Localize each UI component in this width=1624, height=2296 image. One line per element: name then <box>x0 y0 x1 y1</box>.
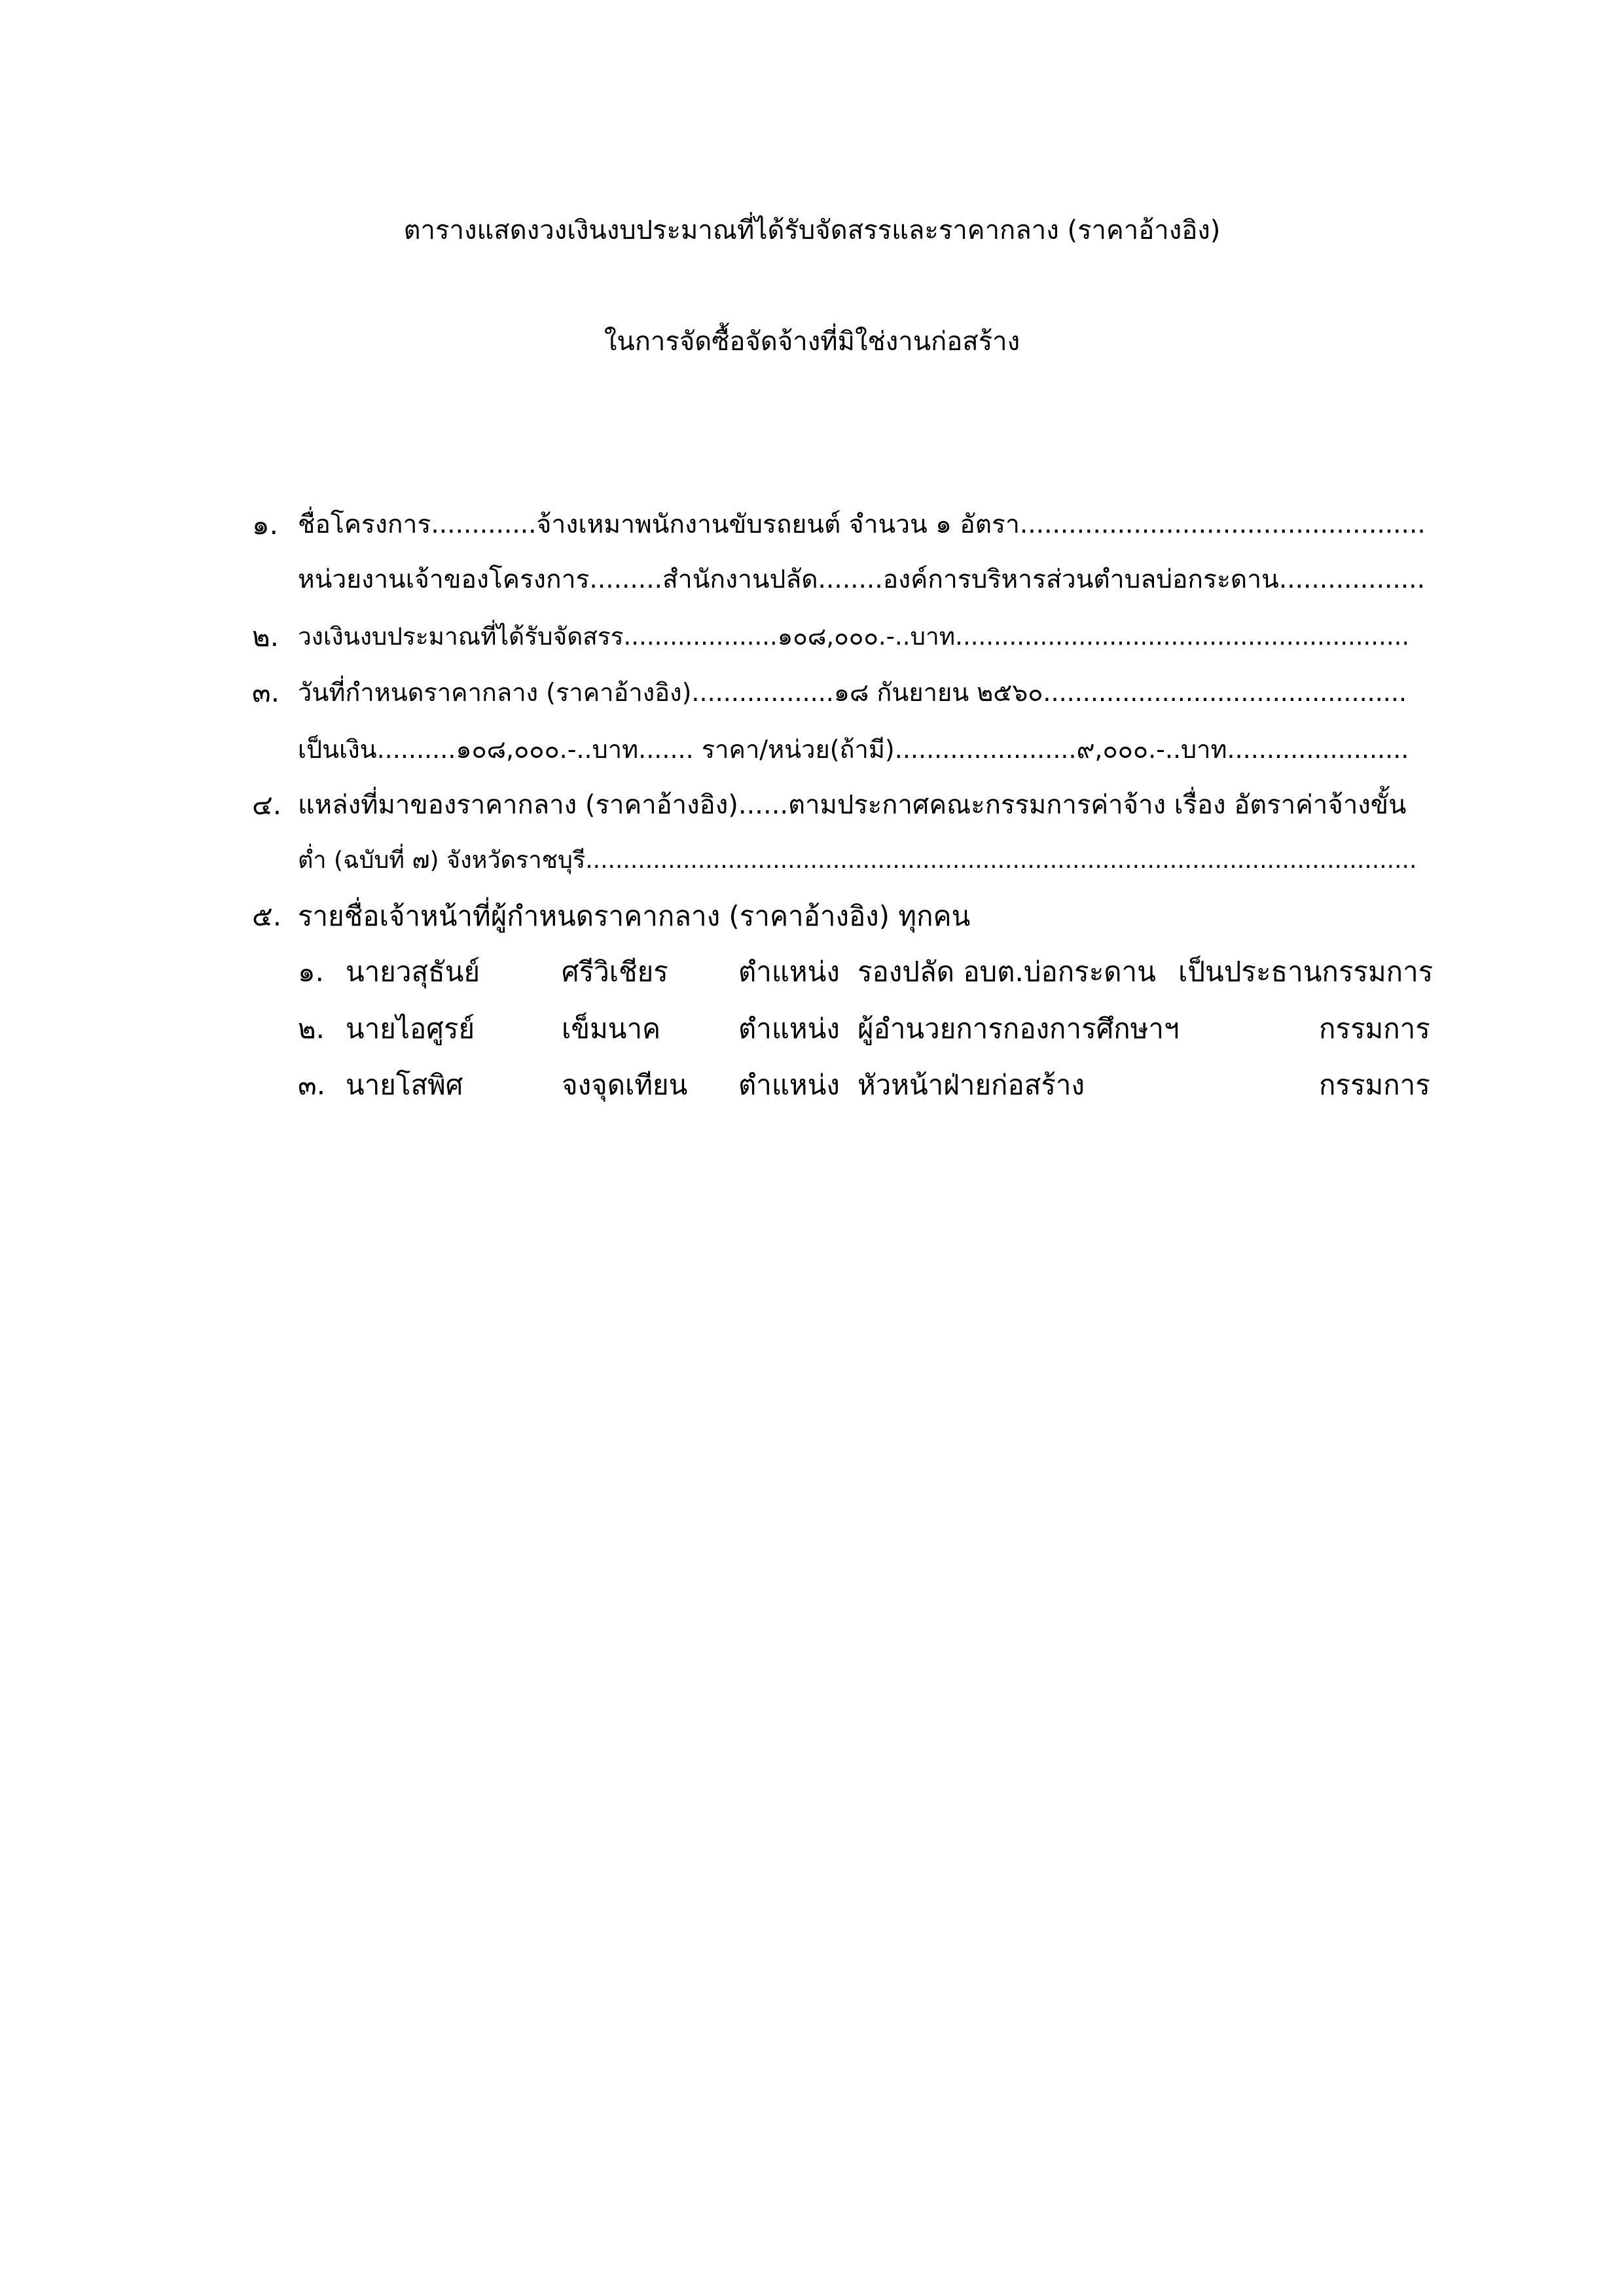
item-1-owner-agency: หน่วยงานเจ้าของโครงการ.........สำนักงานปลัด........องค์การบริหารส่วนตำบลบ่อกระดาน.................. <box>298 565 1425 594</box>
item-3-amount: เป็นเงิน..........๑๐๘,๐๐๐.-..บาท....... ราคา/หน่วย(ถ้ามี).......................๙,๐๐๐.-..บาท....................... <box>298 735 1409 764</box>
committee-surname: จงจุดเทียน <box>562 1069 688 1101</box>
committee-name: นายไอศูรย์ <box>346 1013 475 1045</box>
committee-row <box>0 952 1624 992</box>
document-title-line1: ตารางแสดงวงเงินงบประมาณที่ได้รับจัดสรรและราคากลาง (ราคาอ้างอิง) <box>403 215 1221 245</box>
committee-no: ๑. <box>298 956 325 988</box>
item-1-project-name: ชื่อโครงการ.............จ้างเหมาพนักงานขับรถยนต์ จำนวน ๑ อัตรา.................................................. <box>298 510 1426 539</box>
committee-name: นายโสพิศ <box>346 1069 463 1101</box>
committee-surname: ศรีวิเชียร <box>562 956 668 988</box>
committee-name: นายวสุธันย์ <box>346 956 480 988</box>
item-3-reference-date: วันที่กำหนดราคากลาง (ราคาอ้างอิง)..................๑๘ กันยายน ๒๕๖๐.............................................. <box>298 678 1407 707</box>
document-title-line2: ในการจัดซื้อจัดจ้างที่มิใช่งานก่อสร้าง <box>604 327 1020 357</box>
item-5-number: ๕. <box>252 900 282 932</box>
committee-row <box>0 1066 1624 1105</box>
committee-position: ผู้อำนวยการกองการศึกษาฯ <box>857 1013 1180 1045</box>
item-3-number: ๓. <box>252 676 280 708</box>
item-2-number: ๒. <box>252 620 280 653</box>
item-1-number: ๑. <box>252 509 279 541</box>
committee-role: กรรมการ <box>1319 1013 1430 1045</box>
item-4-number: ๔. <box>252 789 282 821</box>
committee-role: เป็นประธานกรรมการ <box>1178 956 1434 988</box>
committee-no: ๒. <box>298 1013 325 1045</box>
item-5-committee-heading: รายชื่อเจ้าหน้าที่ผู้กำหนดราคากลาง (ราคาอ้างอิง) ทุกคน <box>298 900 971 932</box>
committee-role: กรรมการ <box>1319 1069 1430 1101</box>
committee-row <box>0 1009 1624 1049</box>
item-2-budget: วงเงินงบประมาณที่ได้รับจัดสรร....................๑๐๘,๐๐๐.-..บาท........................................................... <box>298 622 1410 651</box>
committee-position: หัวหน้าฝ่ายก่อสร้าง <box>857 1069 1085 1101</box>
committee-position-label: ตำแหน่ง <box>738 956 840 988</box>
committee-position-label: ตำแหน่ง <box>738 1069 840 1101</box>
committee-no: ๓. <box>298 1069 326 1101</box>
item-4-price-source-cont: ต่ำ (ฉบับที่ ๗) จังหวัดราชบุรี............................................................................................................... <box>298 847 1417 874</box>
committee-surname: เข็มนาค <box>562 1013 661 1045</box>
committee-position: รองปลัด อบต.บ่อกระดาน <box>857 956 1156 988</box>
item-4-price-source: แหล่งที่มาของราคากลาง (ราคาอ้างอิง)......ตามประกาศคณะกรรมการค่าจ้าง เรื่อง อัตราค่าจ้างขั้น <box>298 790 1407 820</box>
committee-position-label: ตำแหน่ง <box>738 1013 840 1045</box>
